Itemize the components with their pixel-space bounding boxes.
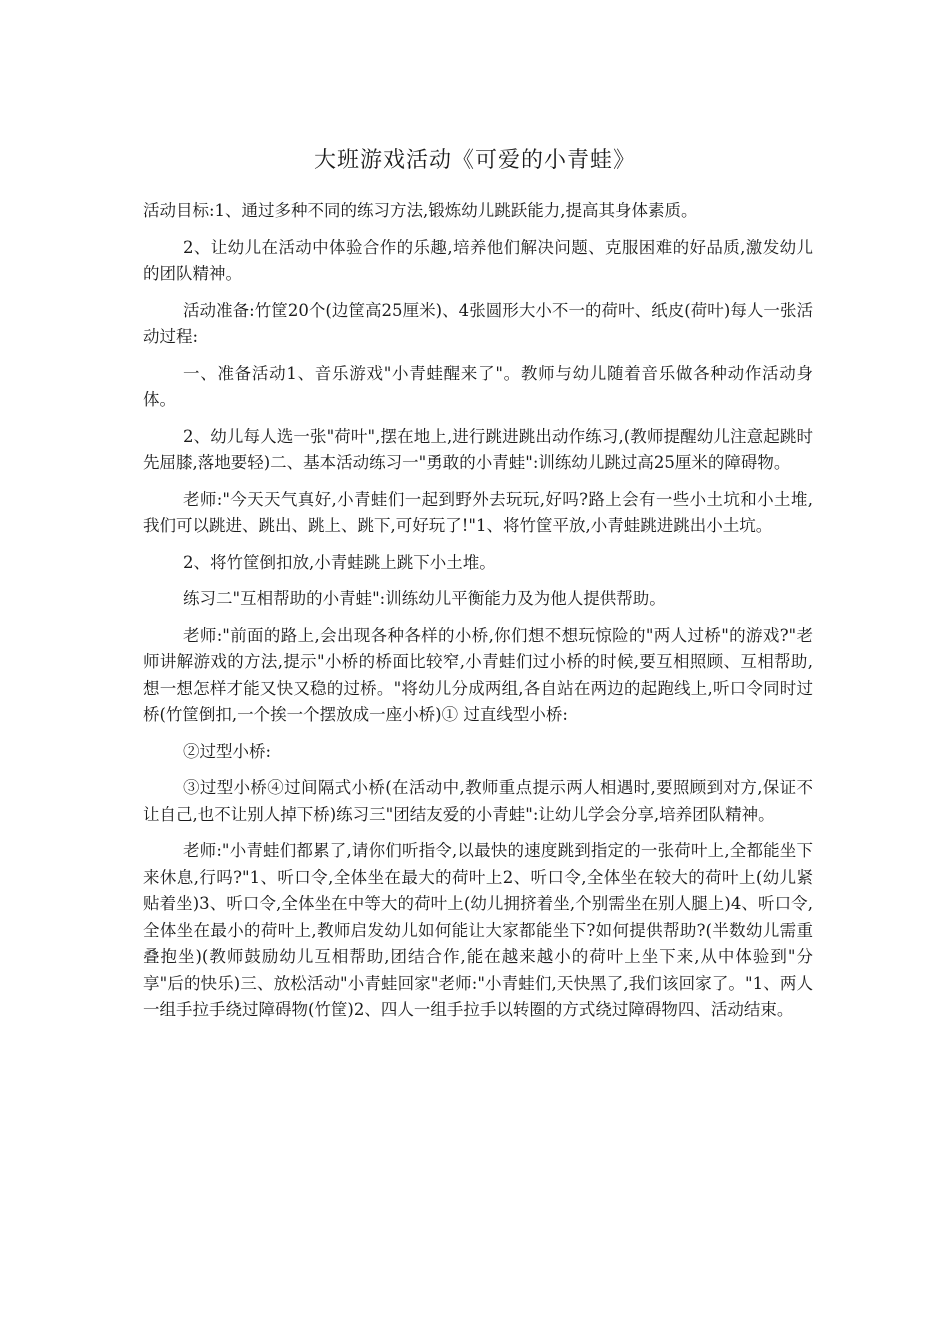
paragraph-teacher-speech-3: 老师:"小青蛙们都累了,请你们听指令,以最快的速度跳到指定的一张荷叶上,全都能坐下来休息,行吗?"1、听口令,全体坐在最大的荷叶上2、听口令,全体坐在较大的荷叶上(幼儿紧贴着坐)3、听口令,全体坐在中等大的荷叶上(幼儿拥挤着坐,个别需坐在别人腿上)4、听口令,全体坐在最小的荷叶上,教师启发幼儿如何能让大家都能坐下?如何提供帮助?(半数幼儿需重叠抱坐)(教师鼓励幼儿互相帮助,团结合作,能在越来越小的荷叶上坐下来,从中体验到"分享"后的快乐)三、放松活动"小青蛙回家"老师:"小青蛙们,天快黑了,我们该回家了。"1、两人一组手拉手绕过障碍物(竹筐)2、四人一组手拉手以转圈的方式绕过障碍物四、活动结束。 xyxy=(143,841,813,1019)
paragraph-preparation: 活动准备:竹筐20个(边筐高25厘米)、4张圆形大小不一的荷叶、纸皮(荷叶)每人一张活动过程: xyxy=(143,300,813,346)
document-title: 大班游戏活动《可爱的小青蛙》 xyxy=(313,148,636,173)
paragraph-teacher-speech-1: 老师:"今天天气真好,小青蛙们一起到野外去玩玩,好吗?路上会有一些小土坑和小土堆,我们可以跳进、跳出、跳上、跳下,可好玩了!"1、将竹筐平放,小青蛙跳进跳出小土坑。 xyxy=(143,489,813,535)
paragraph-objectives: 活动目标:1、通过多种不同的练习方法,锻炼幼儿跳跃能力,提高其身体素质。 xyxy=(143,201,698,220)
paragraph-bridge-2: ②过型小桥: xyxy=(183,741,272,761)
paragraph-teacher-speech-2: 老师:"前面的路上,会出现各种各样的小桥,你们想不想玩惊险的"两人过桥"的游戏?"老师讲解游戏的方法,提示"小桥的桥面比较窄,小青蛙们过小桥的时候,要互相照顾、互相帮助,想一想怎样才能又快又稳的过桥。"将幼儿分成两组,各自站在两边的起跑线上,听口令同时过桥(竹筐倒扣,一个挨一个摆放成一座小桥)① 过直线型小桥: xyxy=(143,625,813,724)
paragraph-step-2: 2、将竹筐倒扣放,小青蛙跳上跳下小土堆。 xyxy=(183,552,496,572)
paragraph-warmup: 一、准备活动1、音乐游戏"小青蛙醒来了"。教师与幼儿随着音乐做各种动作活动身体。 xyxy=(143,363,813,409)
paragraph-objective-2: 2、让幼儿在活动中体验合作的乐趣,培养他们解决问题、克服困难的好品质,激发幼儿的团队精神。 xyxy=(143,237,813,283)
document-body xyxy=(143,198,813,1034)
paragraph-practice-one: 2、幼儿每人选一张"荷叶",摆在地上,进行跳进跳出动作练习,(教师提醒幼儿注意起跳时先屈膝,落地要轻)二、基本活动练习一"勇敢的小青蛙":训练幼儿跳过高25厘米的障碍物。 xyxy=(143,426,813,472)
paragraph-bridge-3-4: ③过型小桥④过间隔式小桥(在活动中,教师重点提示两人相遇时,要照顾到对方,保证不让自己,也不让别人掉下桥)练习三"团结友爱的小青蛙":让幼儿学会分享,培养团队精神。 xyxy=(143,778,813,824)
paragraph-practice-two: 练习二"互相帮助的小青蛙":训练幼儿平衡能力及为他人提供帮助。 xyxy=(183,589,666,608)
